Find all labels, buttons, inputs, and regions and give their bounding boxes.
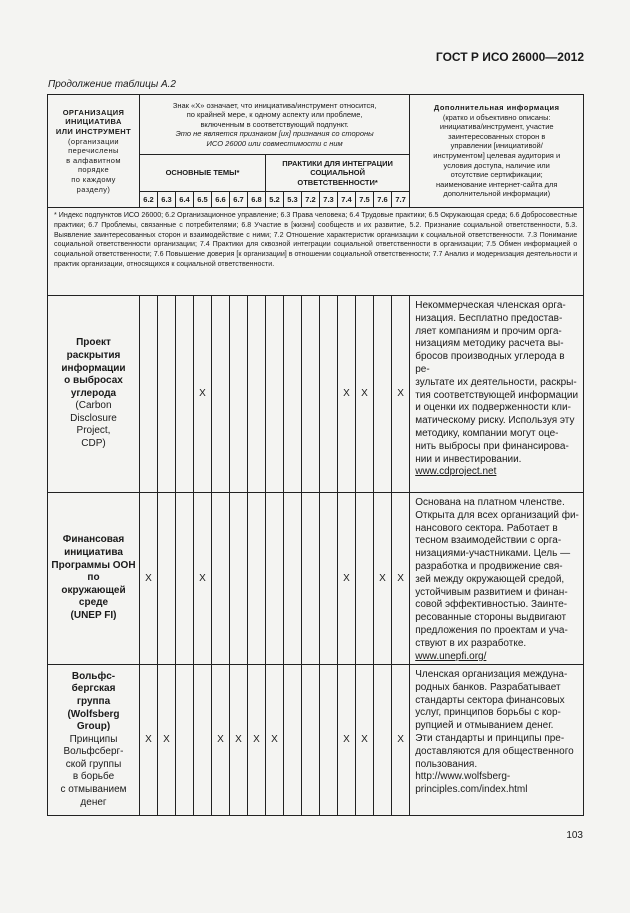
description-line: пользования.: [415, 758, 478, 770]
practice-number: 7.7: [392, 192, 410, 208]
mark-explanation-italic-line: Это не является признаком [их] признания со стороны: [175, 129, 374, 139]
applicability-cell: [302, 665, 320, 816]
org-header-sub-line: перечислены: [68, 146, 119, 156]
initiative-row: [48, 665, 584, 816]
initiative-name: [48, 296, 140, 493]
initiative-name-line: ской группы: [65, 758, 122, 770]
initiative-name-bold-line: информации: [61, 362, 126, 374]
initiative-name-bold-line: инициатива: [64, 547, 123, 559]
applicability-cell: [284, 493, 302, 665]
additional-info-header: [410, 95, 584, 208]
applicability-cell: X: [374, 493, 392, 665]
initiative-name-line: CDP): [81, 438, 106, 450]
core-subject-number: 6.6: [212, 192, 230, 208]
initiative-row: [48, 493, 584, 665]
organization-column-header: [48, 95, 140, 208]
org-header-title-line: ИЛИ ИНСТРУМЕНТ: [55, 127, 132, 137]
description-line: родных банков. Разрабатывает: [415, 681, 561, 693]
initiative-description: [410, 665, 584, 816]
initiative-name-bold-line: о выбросах: [64, 375, 123, 387]
description-line: матическому риску. Используя эту: [415, 415, 575, 427]
description-line: нансового сектора. Работает в: [415, 522, 558, 534]
initiative-name: [48, 493, 140, 665]
practices-header: [266, 155, 410, 192]
core-subject-number: 6.2: [140, 192, 158, 208]
applicability-cell: [320, 296, 338, 493]
legend-row: [48, 208, 584, 296]
initiative-name-line: с отмыванием: [60, 784, 127, 796]
additional-info-line: (кратко и объективно описаны:: [442, 112, 551, 122]
mark-explanation: [140, 95, 410, 155]
initiative-name-line: денег: [80, 796, 107, 808]
practice-number: 7.4: [338, 192, 356, 208]
practice-number: 7.6: [374, 192, 392, 208]
applicability-cell: [266, 493, 284, 665]
applicability-cell: [320, 665, 338, 816]
additional-info-line: управлении [инициативой/: [450, 141, 543, 151]
applicability-cell: X: [248, 665, 266, 816]
description-line: низациям методику расчета вы-: [415, 338, 564, 350]
description-line: предложения по проектам и уча-: [415, 624, 568, 636]
description-line: низация. Бесплатно предостав-: [415, 312, 563, 324]
initiative-name-bold-line: по: [87, 572, 100, 584]
description-line: Некоммерческая членская орга-: [415, 300, 566, 311]
description-line: стандарты сектора финансовых: [415, 694, 565, 706]
additional-info-line: дополнительной информации): [443, 189, 551, 199]
applicability-cell: [140, 296, 158, 493]
initiative-description: [410, 296, 584, 493]
applicability-cell: [212, 493, 230, 665]
applicability-cell: [266, 296, 284, 493]
applicability-cell: X: [140, 665, 158, 816]
description-line: ресованные стороны выдвигают: [415, 612, 567, 624]
description-line: тия соответствующей информации: [415, 389, 579, 401]
description-line: методику, компании могут оце-: [415, 427, 559, 439]
applicability-cell: X: [356, 296, 374, 493]
practice-number: 7.5: [356, 192, 374, 208]
applicability-cell: [356, 493, 374, 665]
org-header-sub-line: разделу): [76, 184, 111, 194]
description-line: Основана на платном членстве.: [415, 497, 565, 508]
description-line: зей между окружающей средой,: [415, 573, 565, 585]
description-line: устойчивым развитием и финан-: [415, 586, 568, 598]
description-line: зультате их деятельности, раскры-: [415, 376, 577, 388]
description-line: principles.com/index.html: [415, 784, 528, 796]
initiative-name-bold-line: углерода: [70, 387, 117, 399]
applicability-cell: [248, 296, 266, 493]
description-line: Открыта для всех организаций фи-: [415, 509, 579, 521]
practice-number: 5.2: [266, 192, 284, 208]
table-continuation-label: Продолжение таблицы А.2: [48, 79, 176, 90]
applicability-cell: X: [338, 296, 356, 493]
applicability-cell: X: [392, 493, 410, 665]
header-row: [48, 95, 584, 155]
additional-info-line: условия доступа, наличие или: [443, 160, 550, 170]
applicability-cell: X: [392, 665, 410, 816]
applicability-cell: X: [230, 665, 248, 816]
mark-explanation-line: по крайней мере, к одному аспекту или проблеме,: [186, 110, 363, 120]
org-header-sub-line: (организации: [68, 136, 119, 146]
practices-header-line: СОЦИАЛЬНОЙ: [310, 168, 365, 178]
applicability-cell: [320, 493, 338, 665]
applicability-cell: X: [266, 665, 284, 816]
applicability-cell: [158, 493, 176, 665]
org-header-title-line: ИНИЦИАТИВА: [65, 117, 122, 127]
core-subject-number: 6.8: [248, 192, 266, 208]
description-line: нить выбросы при финансирова-: [415, 440, 569, 452]
applicability-cell: [194, 665, 212, 816]
mark-explanation-italic-line: ИСО 26000 или совместимости с ним: [206, 138, 343, 148]
description-line: доставляются для общественного: [415, 745, 574, 757]
description-line: ствуют в их разработке.: [415, 637, 527, 649]
org-header-sub-line: в алфавитном: [66, 155, 121, 165]
initiative-name-line: Вольфсберг-: [63, 746, 124, 758]
description-line: услуг, принципов борьбы с кор-: [415, 707, 561, 719]
document-header: ГОСТ Р ИСО 26000—2012: [435, 50, 584, 64]
applicability-cell: [212, 296, 230, 493]
mark-explanation-line: Знак «Х» означает, что инициатива/инструмент относится,: [172, 100, 377, 110]
mark-explanation-line: включенным в соответствующий подпункт.: [200, 119, 349, 129]
initiative-name-bold-line: (UNEP FI): [70, 609, 117, 621]
description-line: нии и инвестировании.: [415, 453, 522, 465]
initiative-name-bold-line: Вольфс-: [71, 670, 116, 682]
applicability-cell: [284, 665, 302, 816]
applicability-cell: X: [338, 493, 356, 665]
org-header-title-line: ОРГАНИЗАЦИЯ: [62, 107, 125, 117]
description-line: тесном взаимодействии с орга-: [415, 535, 562, 547]
practice-number: 5.3: [284, 192, 302, 208]
applicability-cell: [230, 296, 248, 493]
applicability-cell: [176, 493, 194, 665]
initiative-name-line: в борьбе: [72, 771, 115, 783]
applicability-cell: X: [338, 665, 356, 816]
applicability-cell: [248, 493, 266, 665]
description-line: http://www.wolfsberg-: [415, 771, 511, 783]
initiative-url: www.unepfi.org/: [415, 650, 487, 662]
core-subject-number: 6.4: [176, 192, 194, 208]
additional-info-line: наименование интернет-сайта для: [436, 179, 558, 189]
description-line: бросов производных углерода в ре-: [415, 351, 565, 375]
applicability-cell: [302, 493, 320, 665]
clause-legend: * Индекс подпунктов ИСО 26000; 6.2 Организационное управление; 6.3 Права человека; 6.4 Трудовые практики; 6.5 Окружающая среда; 6.6 Добросовестные практики; 6.7 Проблемы, связанные с потребителями; 6.8 Участие в [жизни] сообществ и их развитие, 5.2. Признание социальной ответственности, 5.3. Выявление заинтересованных сторон и взаимодействие с ними; 7.2 Отношение характеристик организации к социальной ответственности. 7.3 Понимание социальной ответственности организации; 7.4 Практики для сквозной интеграции социальной ответственности в организации; 7.5 Обмен информацией о социальной ответственности; 7.6 Повышение доверия [к организации] в отношении социальной ответственности; 7.7 Анализ и модернизация деятельности и практик организации, относящихся к социальной ответственности.: [48, 208, 584, 296]
applicability-cell: X: [356, 665, 374, 816]
practices-header-line: ПРАКТИКИ ДЛЯ ИНТЕГРАЦИИ: [282, 158, 393, 168]
applicability-cell: X: [140, 493, 158, 665]
practices-header-line: ОТВЕТСТВЕННОСТИ*: [297, 177, 378, 187]
description-line: Членская организация междуна-: [415, 669, 568, 680]
initiative-name-bold-line: Group): [76, 721, 111, 733]
additional-info-title: Дополнительная информация: [433, 103, 560, 113]
practice-number: 7.2: [302, 192, 320, 208]
description-line: рупцией и отмыванием денег.: [415, 720, 554, 732]
org-header-sub-line: порядке: [77, 165, 110, 175]
additional-info-line: заинтересованных сторон в: [448, 131, 546, 141]
applicability-cell: [176, 296, 194, 493]
applicability-cell: X: [194, 296, 212, 493]
initiative-name-bold-line: раскрытия: [66, 349, 121, 361]
applicability-cell: [302, 296, 320, 493]
initiative-description: [410, 493, 584, 665]
description-line: низациями-участниками. Цель —: [415, 548, 571, 560]
initiative-name-line: Project,: [76, 425, 111, 437]
initiative-name-bold-line: Финансовая: [62, 534, 125, 546]
description-line: Эти стандарты и принципы пре-: [415, 732, 565, 744]
applicability-cell: [374, 296, 392, 493]
initiative-name-line: Disclosure: [70, 412, 117, 424]
additional-info-line: инструментом] целевая аудитория и: [433, 151, 561, 160]
initiative-url: www.cdproject.net: [415, 466, 497, 478]
practice-number: 7.3: [320, 192, 338, 208]
initiative-name-bold-line: группа: [76, 695, 111, 707]
initiatives-table: [47, 94, 584, 816]
applicability-cell: [176, 665, 194, 816]
initiative-name-bold-line: Программы ООН: [51, 559, 136, 571]
applicability-cell: X: [194, 493, 212, 665]
description-line: совой эффективностью. Заинте-: [415, 599, 568, 611]
description-line: ляет компаниям и прочим орга-: [415, 325, 562, 337]
core-subjects-header: ОСНОВНЫЕ ТЕМЫ*: [140, 155, 266, 192]
initiative-name-bold-line: бергская: [71, 683, 116, 695]
initiative-name-line: (Carbon: [75, 400, 112, 412]
applicability-cell: [374, 665, 392, 816]
additional-info-line: отсутствие сертификации;: [450, 170, 543, 180]
core-subject-number: 6.7: [230, 192, 248, 208]
page-number: 103: [566, 830, 583, 841]
applicability-cell: [284, 296, 302, 493]
applicability-cell: [158, 296, 176, 493]
initiative-name: [48, 665, 140, 816]
applicability-cell: X: [158, 665, 176, 816]
core-subject-number: 6.5: [194, 192, 212, 208]
description-line: разработка и продвижение свя-: [415, 560, 563, 572]
applicability-cell: X: [392, 296, 410, 493]
initiative-name-bold-line: среде: [78, 597, 109, 609]
initiative-name-bold-line: Проект: [76, 337, 111, 349]
description-line: и оценки их подверженности кли-: [415, 402, 571, 414]
additional-info-line: инициатива/инструмент, участие: [439, 122, 554, 132]
initiative-name-bold-line: (Wolfsberg: [67, 708, 120, 720]
initiative-name-bold-line: окружающей: [61, 584, 126, 596]
applicability-cell: [230, 493, 248, 665]
org-header-sub-line: по каждому: [71, 174, 116, 184]
initiative-name-line: Принципы: [69, 733, 118, 745]
core-subject-number: 6.3: [158, 192, 176, 208]
initiative-row: [48, 296, 584, 493]
applicability-cell: X: [212, 665, 230, 816]
